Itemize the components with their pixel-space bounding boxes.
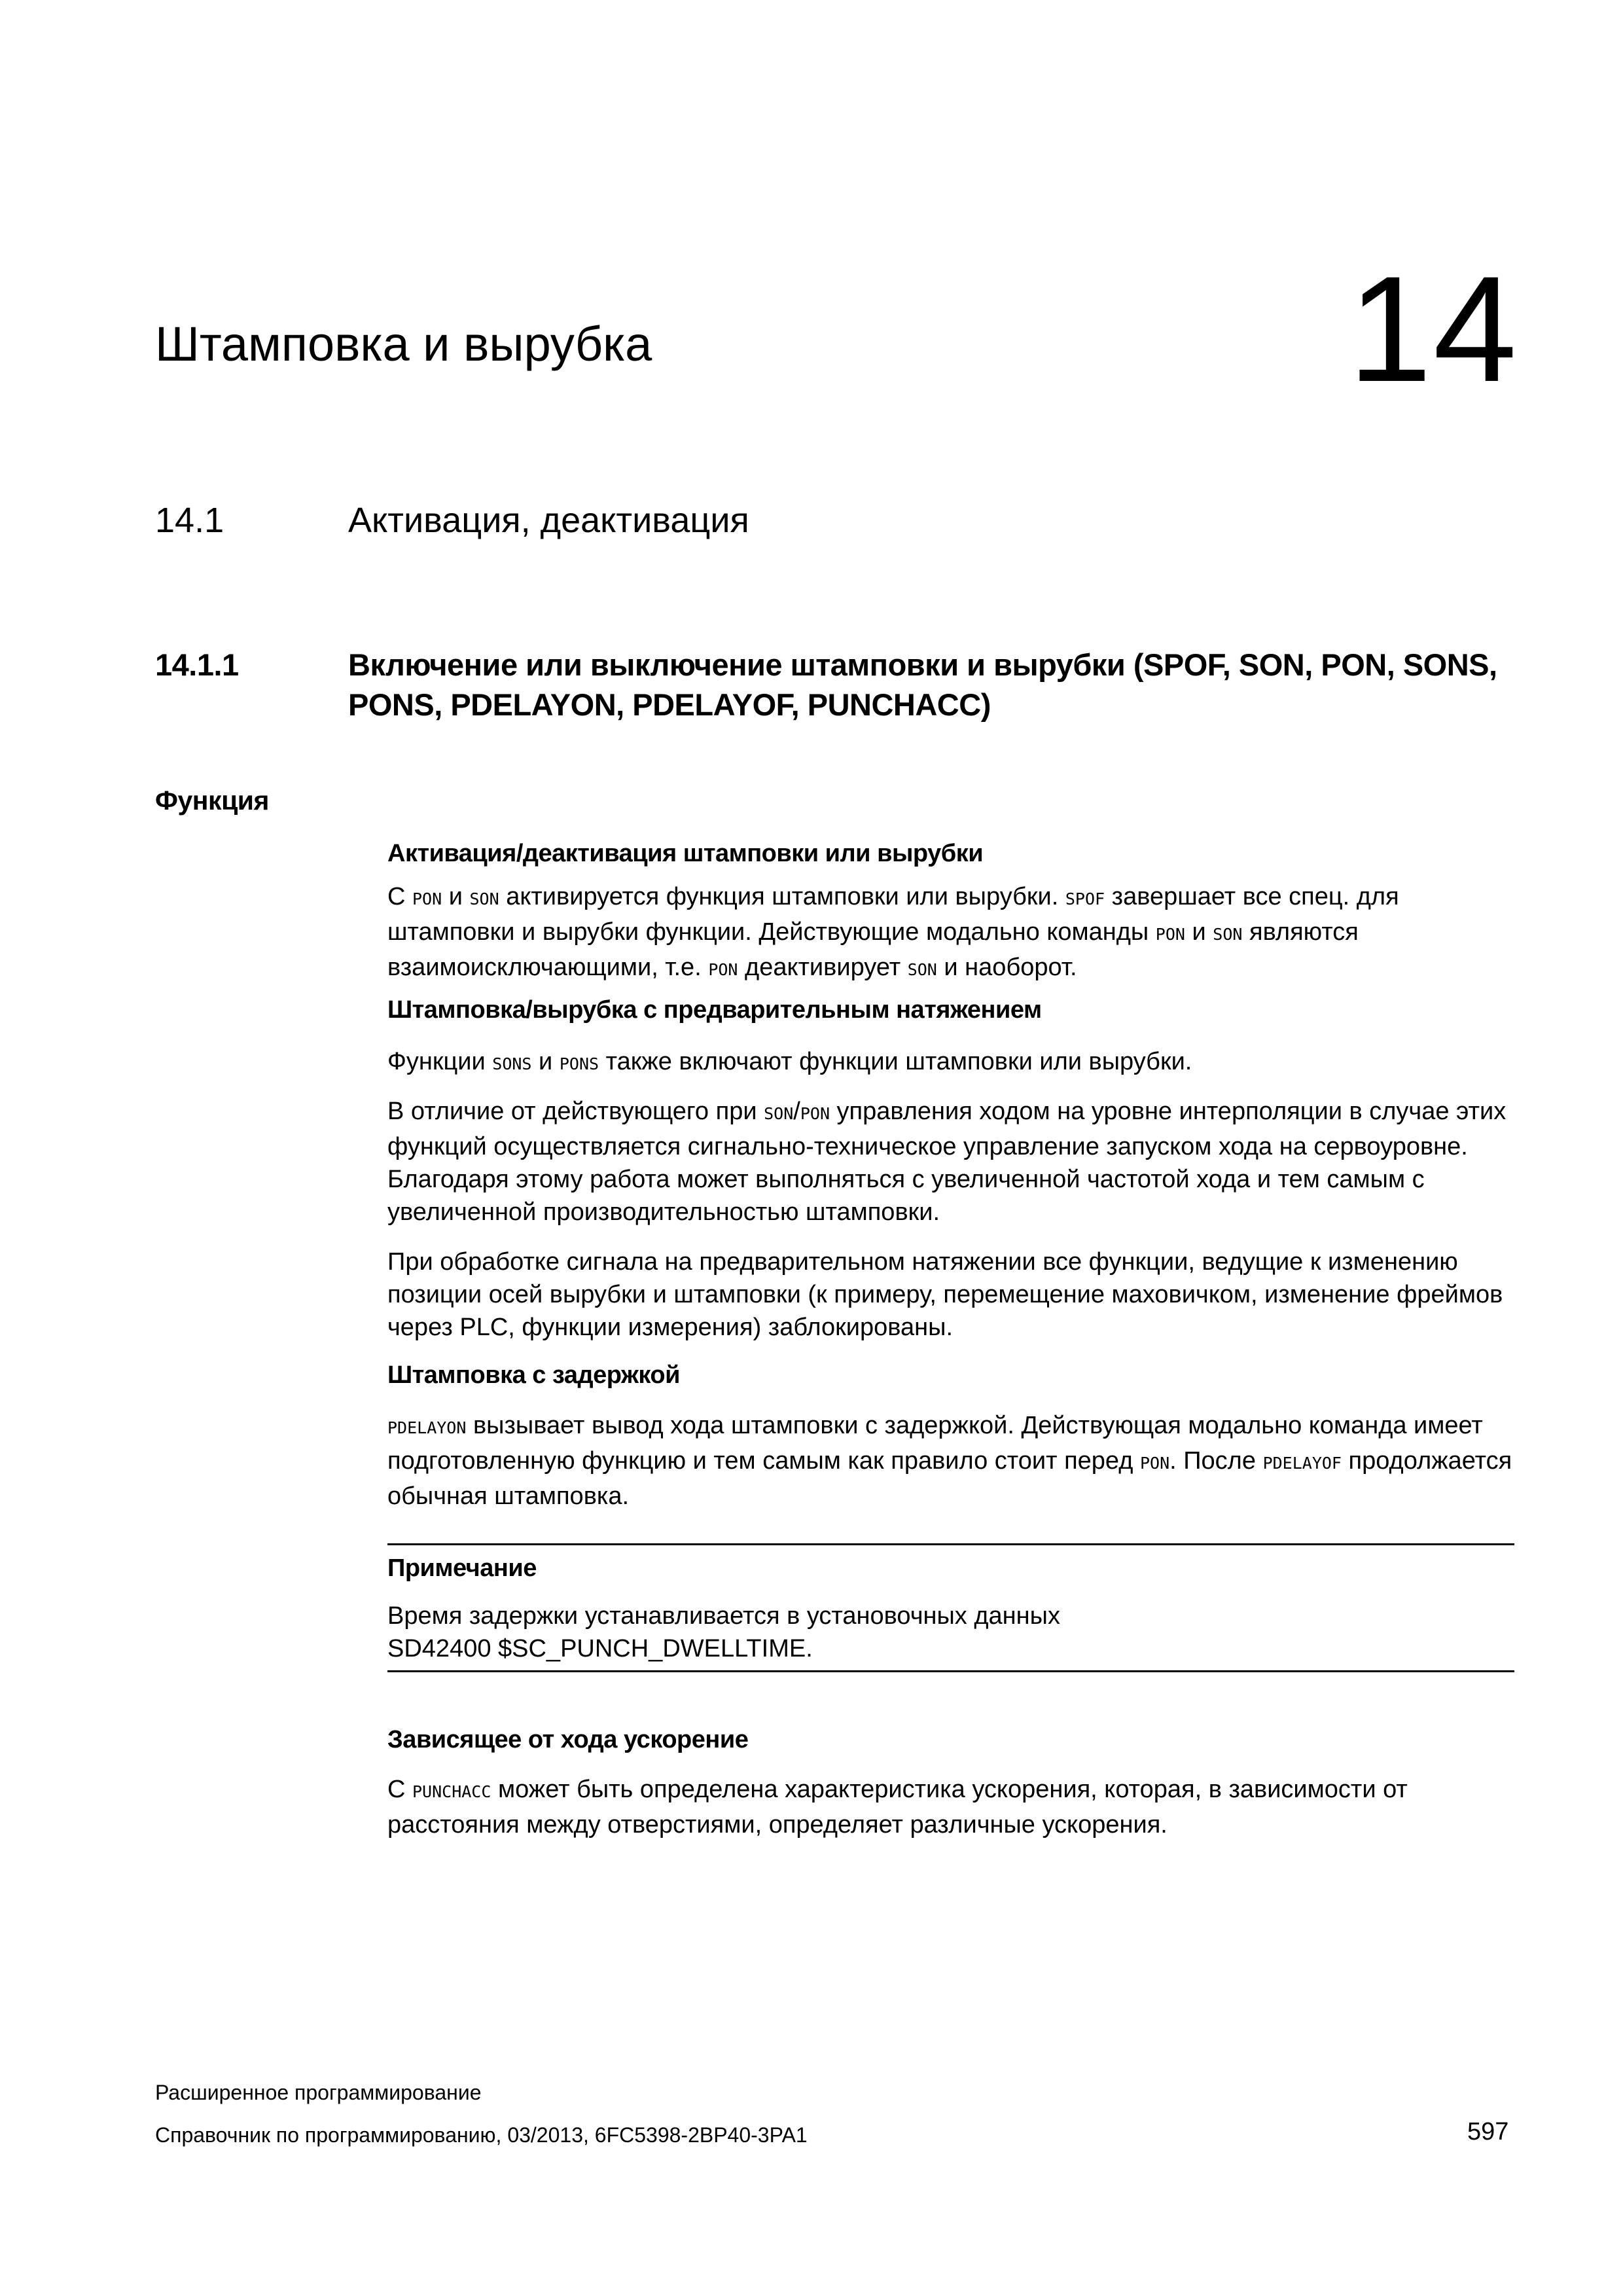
note-line-1: Время задержки устанавливается в установочных данных [387, 1602, 1060, 1630]
pretension-paragraph-2 [387, 1095, 1513, 1229]
acceleration-heading: Зависящее от хода ускорение [387, 1726, 749, 1753]
text-segment: и [531, 1048, 560, 1075]
note-text [387, 1600, 1513, 1665]
text-segment: активируется функция штамповки или вырубки. [499, 883, 1065, 910]
code-keyword: SONS [492, 1054, 532, 1073]
delay-paragraph [387, 1409, 1513, 1513]
code-keyword: PON [1155, 925, 1185, 944]
subsection-number: 14.1.1 [155, 647, 239, 682]
text-segment: и [442, 883, 470, 910]
text-segment: Функции [387, 1048, 493, 1075]
activation-heading: Активация/деактивация штамповки или вырубки [387, 840, 984, 867]
code-keyword: SON [1213, 925, 1243, 944]
delay-heading: Штамповка с задержкой [387, 1361, 680, 1389]
pretension-paragraph-3 [387, 1246, 1513, 1344]
note-heading: Примечание [387, 1554, 537, 1582]
code-keyword: PON [708, 960, 738, 979]
note-line-2: SD42400 $SC_PUNCH_DWELLTIME. [387, 1635, 813, 1662]
footer-manual-reference: Справочник по программированию, 03/2013, 6FC5398-2BP40-3PA1 [155, 2123, 808, 2147]
text-segment: деактивирует [738, 954, 908, 981]
text-segment: может быть определена характеристика ускорения, которая, в зависимости от расстояния между отверстиями, определяет различные ускорения. [387, 1776, 1408, 1839]
code-keyword: PDELAYON [387, 1418, 467, 1437]
text-segment: С [387, 1776, 412, 1803]
footer-manual-title: Расширенное программирование [155, 2081, 482, 2104]
code-keyword: PON [412, 889, 442, 908]
code-keyword: SON [469, 889, 499, 908]
text-segment: продолжается обычная штамповка. [387, 1447, 1512, 1510]
code-keyword: PONS [559, 1054, 599, 1073]
note-top-rule [387, 1543, 1514, 1545]
function-label: Функция [155, 785, 269, 816]
code-keyword: SPOF [1065, 889, 1105, 908]
text-segment: При обработке сигнала на предварительном натяжении все функции, ведущие к изменению позиции осей вырубки и штамповки (к примеру, перемещение маховичком, изменение фреймов через PLC, функции измерения) заблокированы. [387, 1248, 1503, 1341]
section-title: Активация, деактивация [348, 501, 749, 540]
activation-paragraph [387, 880, 1513, 986]
text-segment: вызывает вывод хода штамповки с задержкой. Действующая модально команда имеет подготовленную функцию и тем самым как правило стоит перед [387, 1412, 1483, 1475]
text-segment: и [1185, 918, 1213, 946]
page-number: 597 [1467, 2118, 1509, 2145]
text-segment: являются взаимоисключающими, т.е. [387, 918, 1359, 981]
text-segment: / [793, 1098, 800, 1125]
code-keyword: SON [764, 1104, 794, 1123]
code-keyword: PON [800, 1104, 830, 1123]
section-number: 14.1 [155, 501, 224, 540]
subsection-title: Включение или выключение штамповки и вырубки (SPOF, SON, PON, SONS, PONS, PDELAYON, PDELAYOF, PUNCHACC) [348, 647, 1497, 722]
pretension-heading: Штамповка/вырубка с предварительным натяжением [387, 996, 1042, 1024]
code-keyword: PON [1139, 1454, 1170, 1473]
text-segment: С [387, 883, 412, 910]
text-segment: В отличие от действующего при [387, 1098, 764, 1125]
text-segment: . После [1169, 1447, 1263, 1475]
chapter-title: Штамповка и вырубка [155, 317, 652, 371]
code-keyword: PDELAYOF [1262, 1454, 1342, 1473]
pretension-paragraph-1 [387, 1045, 1513, 1081]
code-keyword: PUNCHACC [412, 1782, 491, 1801]
chapter-number: 14 [1348, 245, 1518, 413]
note-bottom-rule [387, 1670, 1514, 1672]
text-segment: завершает все спец. для штамповки и вырубки функции. Действующие модально команды [387, 883, 1399, 946]
acceleration-paragraph [387, 1773, 1513, 1841]
text-segment: и наоборот. [936, 954, 1077, 981]
code-keyword: SON [907, 960, 937, 979]
text-segment: также включают функции штамповки или вырубки. [599, 1048, 1192, 1075]
text-segment: управления ходом на уровне интерполяции в случае этих функций осуществляется сигнально-техническое управление запуском хода на сервоуровне. Благодаря этому работа может выполняться с увеличенной частотой хода и тем самым с увеличенной производительностью штамповки. [387, 1098, 1507, 1226]
